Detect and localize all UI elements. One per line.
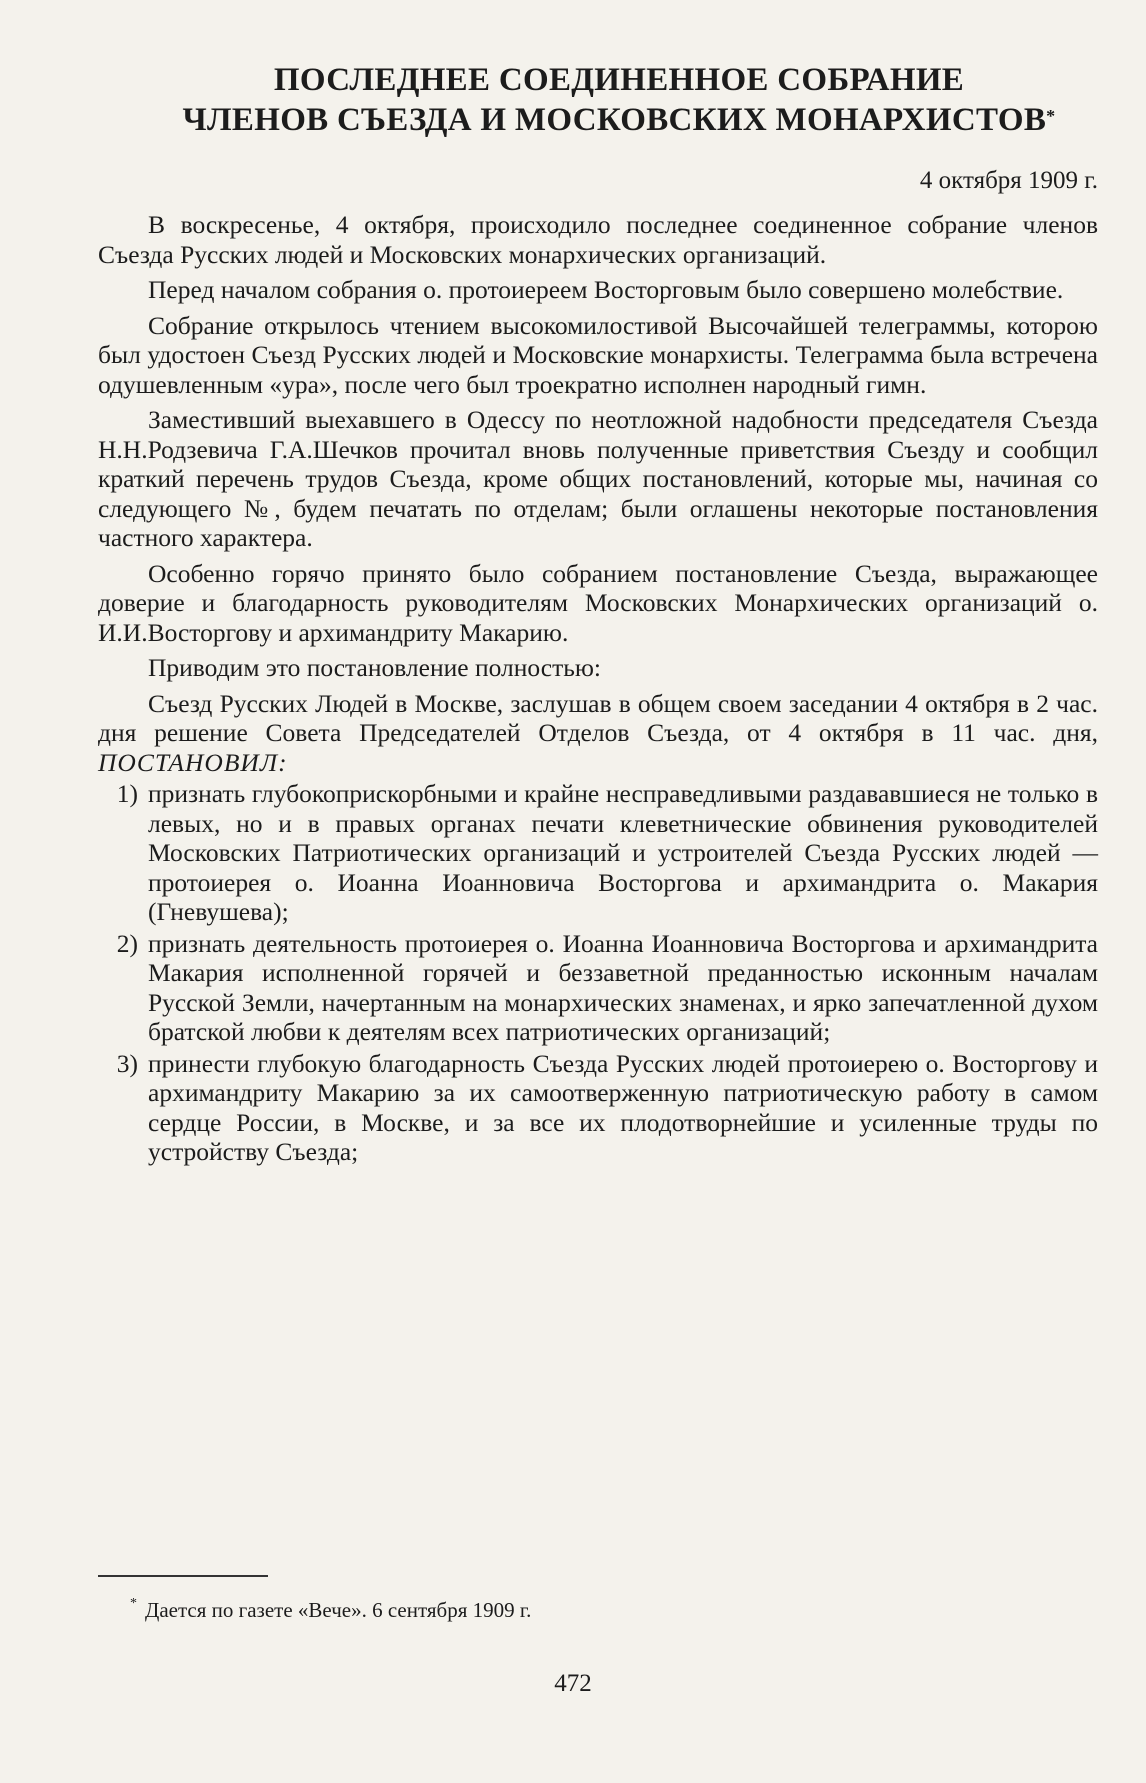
footnote-divider <box>98 1575 268 1577</box>
footnote-text: Дается по газете «Вече». 6 сентября 1909 г. <box>145 1598 532 1622</box>
item-number: 2) <box>116 928 138 958</box>
item-text: признать глубокоприскорбными и крайне несправедливыми раздававшиеся не только в левых, но и в правых органах печати клеветнические обвинения руководителей Московских Патриотических организаций и устроителей Съезда Русских людей — протоиерея о. Иоанна Иоанновича Восторгова и архимандрита о. Макария (Гневушева); <box>148 779 1098 926</box>
paragraph: В воскресенье, 4 октября, происходило последнее соединенное собрание членов Съезда Русских людей и Московских монархических организаций. <box>98 210 1098 269</box>
paragraph: Приводим это постановление полностью: <box>148 653 601 682</box>
resolution-intro-text: Съезд Русских Людей в Москве, заслушав в общем своем заседании 4 октября в 2 час. дня решение Совета Председателей Отделов Съезда, от 4 октября в 11 час. дня, <box>98 688 1098 747</box>
page-number: 472 <box>554 1670 592 1697</box>
item-text: признать деятельность протоиерея о. Иоанна Иоанновича Восторгова и архимандрита Макария исполненной горячей и беззаветной преданностью исконным началам Русской Земли, начертанным на монархических знаменах, и ярко запечатленной духом братской любви к деятелям всех патриотических организаций; <box>148 928 1098 1046</box>
document-title <box>98 60 1098 140</box>
item-number: 3) <box>116 1048 138 1078</box>
item-text: принести глубокую благодарность Съезда Русских людей протоиерею о. Восторгову и архимандриту Макарию за их самоотверженную патриотическую работу в самом сердце России, в Москве, и за все их плодотворнейшие и усиленные труды по устройству Съезда; <box>148 1048 1098 1166</box>
footnote <box>130 1593 531 1623</box>
paragraph: Собрание открылось чтением высокомилостивой Высочайшей телеграммы, которою был удостоен Съезд Русских людей и Московские монархисты. Телеграмма была встречена одушевленным «ура», после чего был троекратно исполнен народный гимн. <box>98 310 1098 399</box>
title-line-2-text: ЧЛЕНОВ СЪЕЗДА И МОСКОВСКИХ МОНАРХИСТОВ <box>182 102 1047 138</box>
resolution-keyword: ПОСТАНОВИЛ: <box>98 747 288 777</box>
resolution-intro <box>98 689 1098 778</box>
title-footnote-mark: * <box>1046 106 1056 126</box>
document-date: 4 октября 1909 г. <box>919 167 1098 194</box>
paragraph: Перед началом собрания о. протоиереем Восторговым было совершено молебствие. <box>148 275 1064 304</box>
footnote-mark: * <box>130 1596 137 1611</box>
resolution-item <box>98 1049 1098 1167</box>
title-line-2 <box>140 100 1098 140</box>
paragraph: Заместивший выехавшего в Одессу по неотложной надобности председателя Съезда Н.Н.Родзевича Г.А.Шечков прочитал вновь полученные приветствия Съезду и сообщил краткий перечень трудов Съезда, кроме общих постановлений, которые мы, начиная со следующего №, будем печатать по отделам; были оглашены некоторые постановления частного характера. <box>98 405 1098 552</box>
paragraph: Особенно горячо принято было собранием постановление Съезда, выражающее доверие и благодарность руководителям Московских Монархических организаций о. И.И.Восторгову и архимандриту Макарию. <box>98 558 1098 647</box>
page-content <box>98 60 1098 1167</box>
title-line-1: ПОСЛЕДНЕЕ СОЕДИНЕННОЕ СОБРАНИЕ <box>273 62 965 98</box>
resolution-items <box>98 779 1098 1167</box>
resolution-item <box>98 779 1098 927</box>
resolution-item <box>98 929 1098 1047</box>
item-number: 1) <box>116 779 138 808</box>
document-body <box>98 210 1098 1167</box>
